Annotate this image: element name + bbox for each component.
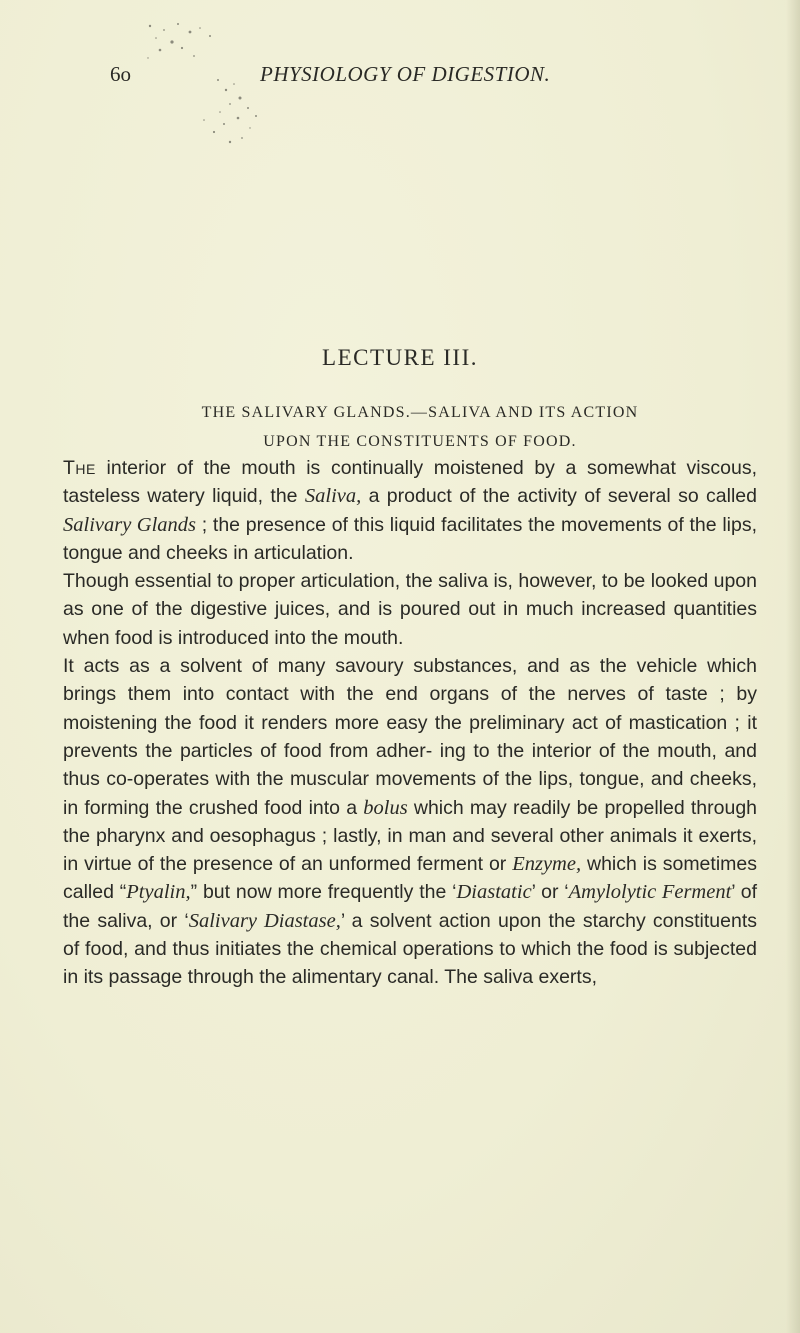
running-head-title: PHYSIOLOGY OF DIGESTION. [260,62,551,86]
italic-term: Salivary Diastase, [188,909,341,932]
subtitle-line-2: UPON THE CONSTITUENTS OF FOOD. [263,433,577,450]
page-number: 6o [110,62,131,86]
running-head [110,62,710,88]
text-run: ’ a solvent action upon the starchy constituents of food, and thus initiates the chemical operations to which the food is subjected in its passage through the alimentary canal. The saliva exerts, [63,909,757,989]
page-edge-shadow [786,0,800,1333]
italic-term: Ptyalin, [126,881,191,904]
text-run: which is sometimes called “ [63,853,757,904]
text-run: interior of the mouth is continually moistened by a somewhat viscous, tasteless watery liquid, the [63,457,757,508]
body-text [63,454,757,992]
paragraph-1 [63,454,757,567]
text-run: which may readily be propelled through the pharynx and oesophagus ; lastly, in man and several other animals it exerts, in virtue of the presence of an unformed ferment or [63,796,758,876]
text-run: ’ of the saliva, or ‘ [63,881,757,932]
italic-term: Amylolytic Ferment [568,881,732,904]
italic-term: Enzyme, [512,853,582,876]
italic-term: bolus [363,796,408,819]
text-run: ” but now more frequently the ‘ [190,881,457,904]
italic-term: Diastatic [456,881,532,904]
italic-term: Saliva, [304,485,362,508]
italic-term: Salivary Glands [63,513,196,536]
text-run: a product of the activity of several so called [361,485,757,508]
paragraph-2: Though essential to proper articulation, the saliva is, however, to be looked upon as one of the digestive juices, and is poured out in much increased quantities when food is introduced into the mouth. [63,570,757,649]
subtitle-line-1: THE SALIVARY GLANDS.—SALIVA AND ITS ACTION [201,404,639,421]
text-run: ; the presence of this liquid facilitates the movements of the lips, tongue and cheeks in articulation. [63,513,758,564]
opening-word: The [63,457,96,479]
text-run: ’ or ‘ [531,881,569,904]
text-run: It acts as a solvent of many savoury substances, and as the vehicle which brings them into contact with the end organs of the nerves of taste ; by moistening the food it renders more easy the preliminary act of mastication ; it prevents the particles of food from adher- ing to the interior of the mouth, and thus co-operates with the muscular movements of the lips, tongue, and cheeks, in forming the crushed food into a [63,655,757,819]
paragraph-3 [63,652,757,992]
lecture-title: LECTURE III. [322,345,478,370]
lecture-subtitle [80,398,760,456]
